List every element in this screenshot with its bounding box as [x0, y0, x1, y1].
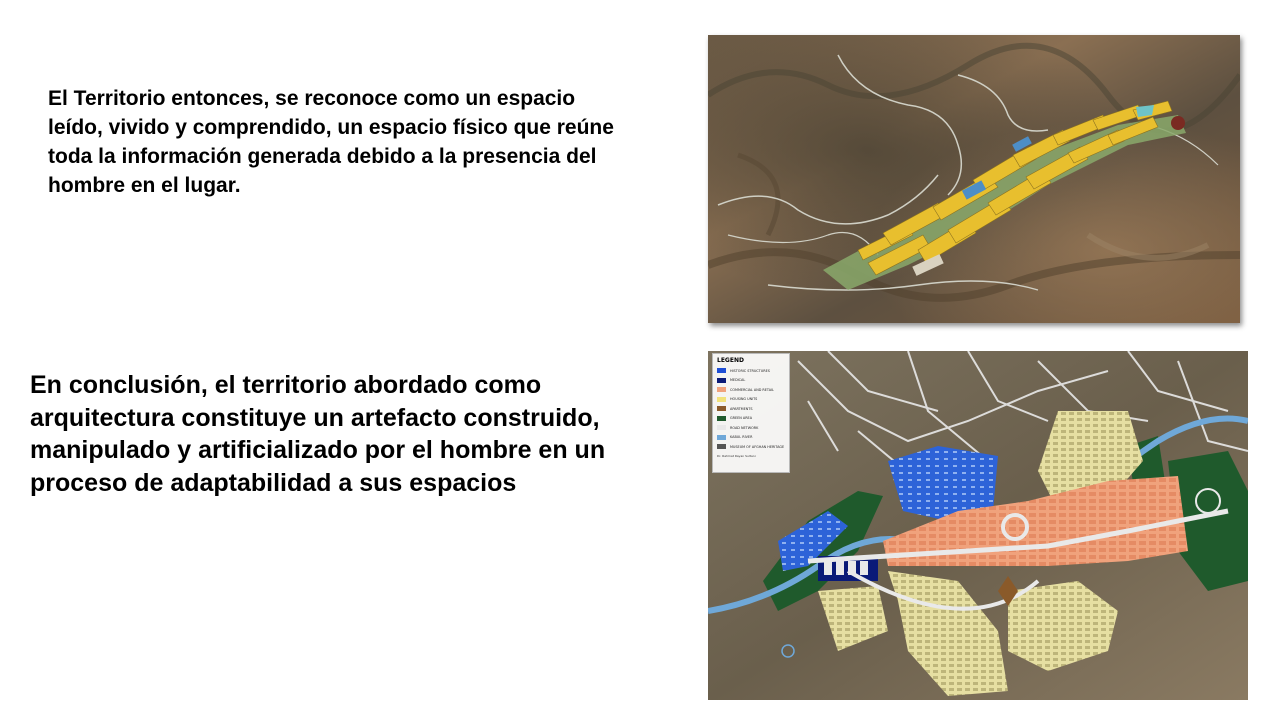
legend-label: APARTMENTS [730, 406, 753, 411]
legend-label: ROAD NETWORK [730, 425, 759, 430]
legend-swatch [717, 416, 726, 421]
legend-item [717, 414, 785, 424]
urban-plan-map [708, 351, 1248, 700]
legend-item [717, 423, 785, 433]
aerial-terrain-image [708, 35, 1240, 323]
legend-label: HOUSING UNITS [730, 397, 758, 402]
legend-item [717, 442, 785, 452]
map-legend [712, 353, 790, 473]
legend-item [717, 433, 785, 443]
legend-label: COMMERCIAL AND RETAIL [730, 387, 774, 392]
legend-item [717, 395, 785, 405]
legend-label: MUSEUM OF AFGHAN HERITAGE [730, 444, 785, 449]
legend-swatch [717, 425, 726, 430]
legend-swatch [717, 444, 726, 449]
legend-swatch [717, 397, 726, 402]
legend-credit: Dr. Rahmat Rayan Sultani [717, 453, 756, 458]
conclusion-paragraph: En conclusión, el territorio abordado como arquitectura constituye un artefacto construido, manipulado y artificializado por el hombre en un proceso de adaptabilidad a sus espacios [30, 371, 606, 497]
legend-label: KABUL RIVER [730, 435, 753, 440]
legend-swatch [717, 378, 726, 383]
legend-item [717, 404, 785, 414]
legend-label: MEDICAL [730, 378, 746, 383]
legend-title: LEGEND [717, 357, 744, 364]
legend-swatch [717, 368, 726, 373]
legend-item [717, 366, 785, 376]
legend-swatch [717, 387, 726, 392]
legend-swatch [717, 435, 726, 440]
legend-swatch [717, 406, 726, 411]
legend-label: GREEN AREA [730, 416, 753, 421]
legend-item [717, 385, 785, 395]
legend-label: HISTORIC STRUCTURES [730, 368, 770, 373]
legend-item [717, 376, 785, 386]
intro-paragraph: El Territorio entonces, se reconoce como un espacio leído, vivido y comprendido, un espacio físico que reúne toda la información generada debido a la presencia del hombre en el lugar. [48, 87, 614, 197]
